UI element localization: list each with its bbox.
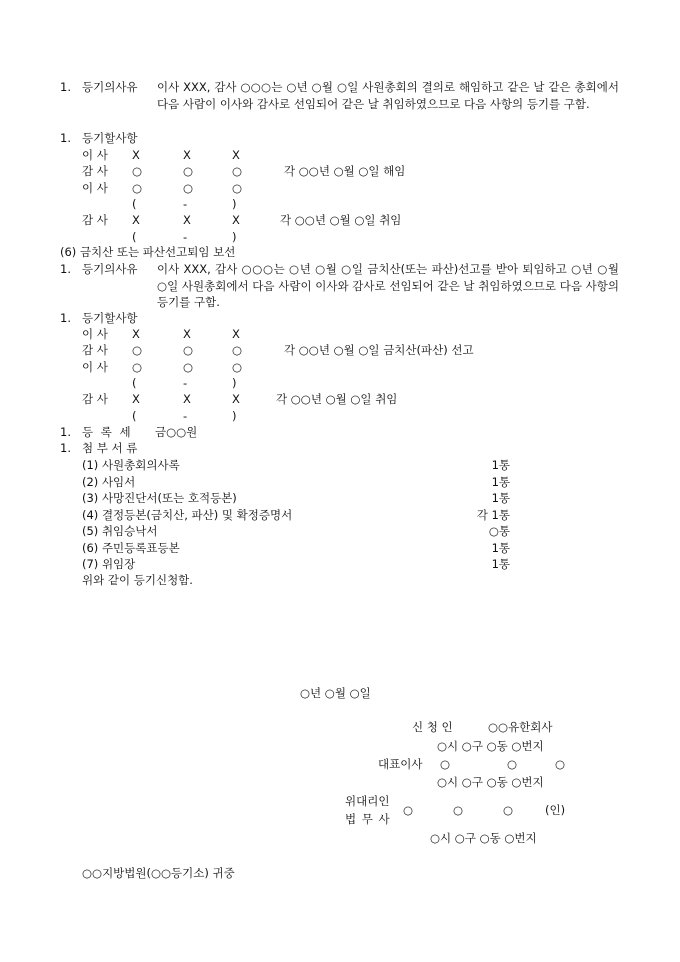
agent-name-3: ○ (503, 803, 514, 817)
row-col-2: ○ (183, 359, 194, 374)
applicant-label: 신 청 인 (412, 720, 453, 734)
row-col-3: ○ (232, 164, 243, 179)
row-col-1: X (132, 148, 140, 162)
attachment-count: 각 1통 (476, 507, 510, 522)
attachments-bullet: 1. (60, 441, 71, 455)
attachment-count: 1통 (491, 491, 510, 505)
row-role: 감 사 (82, 213, 108, 228)
row-col-2: X (183, 213, 191, 228)
agent-name-1: ○ (403, 803, 414, 817)
attachment-item: (1) 사원총회의사록 (82, 458, 180, 472)
row-col-2: ○ (183, 180, 194, 195)
attachment-item: (7) 위임장 (82, 557, 136, 571)
attachment-count: 1통 (491, 474, 510, 489)
row-col-3: X (232, 327, 240, 341)
sec1-reason-text: 이사 XXX, 감사 ○○○는 ○년 ○월 ○일 사원총회의 결의로 해임하고 같은 날 같은 총회에서 다음 사람이 이사와 감사로 선임되어 같은 날 취임하였으므로 다음 사항의 등기를 구함. (157, 80, 619, 111)
row-col-1: ○ (132, 343, 143, 358)
representative-label: 대표이사 (378, 757, 423, 771)
sec2-reason-text: 이사 XXX, 감사 ○○○는 ○년 ○월 ○일 금치산(또는 파산)선고를 받아 퇴임하고 ○년 ○월 ○일 사원총회에서 다음 사람이 이사와 감사로 선임되어 같은 날 취임하였으므로 다음 사항의 등기를 구함. (157, 262, 619, 309)
agent-name-2: ○ (453, 803, 464, 817)
row-col-2: - (183, 229, 188, 244)
row-col-3: ) (232, 229, 237, 244)
representative-name-2: ○ (507, 757, 518, 771)
tax-value: 금○○원 (155, 425, 198, 439)
applicant-address-1: ○시 ○구 ○동 ○번지 (437, 739, 544, 753)
sec1-reason-label: 등기의사유 (82, 80, 138, 94)
date: ○년 ○월 ○일 (300, 686, 371, 700)
attachment-count: 1통 (491, 540, 510, 555)
applicant-address-2: ○시 ○구 ○동 ○번지 (437, 775, 544, 789)
row-col-3: X (232, 392, 240, 407)
sec1-items-label: 등기할사항 (82, 131, 138, 145)
attachment-item: (6) 주민등록표등본 (82, 540, 180, 555)
row-col-3: ○ (232, 359, 243, 374)
row-col-1: ( (132, 229, 137, 244)
row-col-1: X (132, 327, 140, 341)
row-col-2: - (183, 375, 188, 390)
sec2-items-bullet: 1. (60, 311, 71, 325)
court-addressee: ○○지방법원(○○등기소) 귀중 (82, 866, 235, 880)
applicant-company: ○○유한회사 (488, 720, 553, 734)
row-role: 이 사 (82, 180, 108, 195)
row-col-2: ○ (183, 164, 194, 179)
representative-name-1: ○ (440, 757, 451, 771)
row-col-2: - (183, 408, 188, 423)
attachment-item: (5) 취임승낙서 (82, 524, 158, 538)
row-col-1: X (132, 213, 140, 228)
row-col-3: ) (232, 375, 237, 390)
row-role: 이 사 (82, 359, 108, 374)
row-role: 이 사 (82, 327, 108, 341)
row-col-1: ( (132, 196, 137, 211)
attachments-label: 첨 부 서 류 (82, 441, 138, 455)
sec2-bullet: 1. (60, 262, 71, 276)
representative-name-3: ○ (555, 757, 566, 771)
row-note: 각 ○○년 ○월 ○일 취임 (280, 213, 402, 228)
row-role: 감 사 (82, 343, 108, 358)
row-col-1: ( (132, 408, 137, 423)
row-role: 이 사 (82, 148, 108, 162)
row-col-3: ) (232, 408, 237, 423)
row-col-3: ) (232, 196, 237, 211)
row-col-1: ○ (132, 359, 143, 374)
attachment-count: 1통 (491, 458, 510, 472)
agent-label: 위대리인 (345, 794, 390, 808)
sec2-items-label: 등기할사항 (82, 311, 138, 325)
row-col-2: X (183, 392, 191, 407)
row-col-3: X (232, 213, 240, 228)
row-col-1: ○ (132, 164, 143, 179)
row-role: 감 사 (82, 392, 108, 407)
sec2-reason-label: 등기의사유 (82, 262, 138, 276)
row-note: 각 ○○년 ○월 ○일 해임 (284, 164, 406, 179)
attachment-item: (4) 결정등본(금치산, 파산) 및 확정증명서 (82, 507, 293, 522)
tax-label: 등 록 세 (82, 425, 133, 439)
agent-title: 법 무 사 (345, 812, 391, 826)
attachment-count: 1통 (491, 557, 510, 571)
row-role: 감 사 (82, 164, 108, 179)
attachment-count: ○통 (488, 524, 510, 538)
seal-mark: (인) (545, 803, 566, 817)
row-col-2: - (183, 196, 188, 211)
attachment-item: (3) 사망진단서(또는 호적등본) (82, 491, 237, 505)
attachment-item: (2) 사임서 (82, 474, 136, 489)
applicant-address-3: ○시 ○구 ○동 ○번지 (430, 831, 537, 845)
tax-bullet: 1. (60, 425, 71, 439)
row-col-2: ○ (183, 343, 194, 358)
sec2-heading: (6) 금치산 또는 파산선고퇴임 보선 (60, 245, 236, 259)
row-col-3: ○ (232, 343, 243, 358)
row-col-2: X (183, 327, 191, 341)
closing-text: 위와 같이 등기신청함. (82, 573, 193, 587)
row-col-1: ( (132, 375, 137, 390)
sec1-items-bullet: 1. (60, 131, 71, 145)
row-note: 각 ○○년 ○월 ○일 금치산(파산) 선고 (284, 343, 474, 358)
row-col-1: X (132, 392, 140, 407)
row-col-2: X (183, 148, 191, 162)
row-note: 각 ○○년 ○월 ○일 취임 (276, 392, 398, 407)
row-col-1: ○ (132, 180, 143, 195)
row-col-3: X (232, 148, 240, 162)
row-col-3: ○ (232, 180, 243, 195)
sec1-bullet: 1. (60, 80, 71, 94)
